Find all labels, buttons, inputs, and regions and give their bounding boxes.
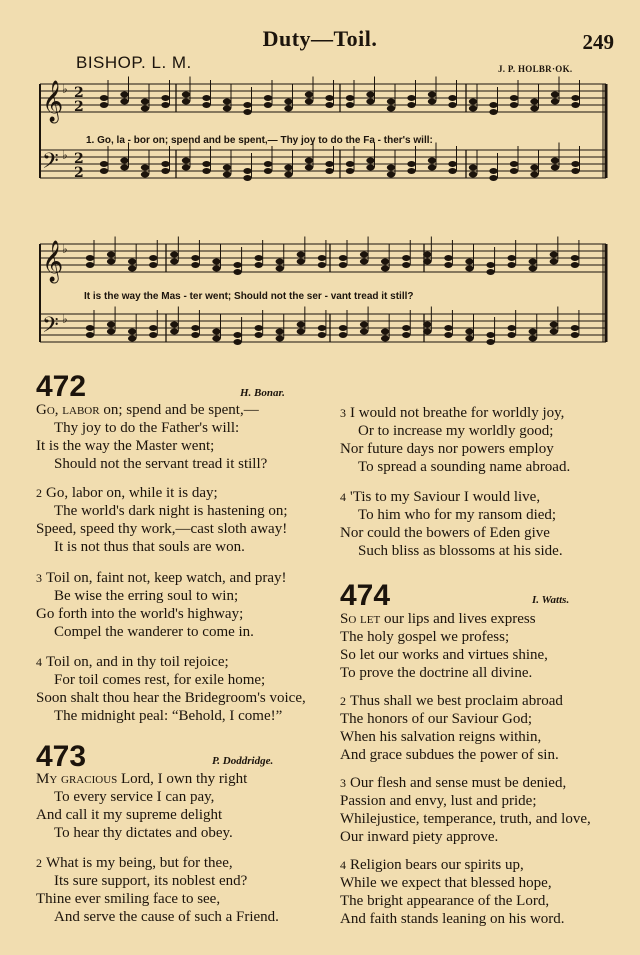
note-head: [149, 255, 157, 261]
note-head: [360, 329, 368, 335]
note-head: [387, 99, 395, 105]
verse-line: And faith stands leaning on his word.: [340, 911, 565, 927]
verse-line: While we expect that blessed hope,: [340, 875, 552, 891]
note-head: [465, 329, 473, 335]
note-head: [233, 339, 241, 345]
note-head: [149, 325, 157, 331]
verse-line: It is the way the Master went;: [36, 438, 215, 454]
note-head: [107, 329, 115, 335]
note-head: [444, 332, 452, 338]
note-head: [141, 172, 149, 178]
verse-line: To spread a sounding name abroad.: [358, 459, 571, 475]
note-head: [128, 329, 136, 335]
note-head: [191, 255, 199, 261]
note-head: [530, 165, 538, 171]
verse-line: The bright appearance of the Lord,: [340, 893, 550, 909]
note-head: [571, 102, 579, 108]
note-head: [284, 172, 292, 178]
note-head: [212, 336, 220, 342]
note-head: [182, 92, 190, 98]
verse-line: Whilejustice, temperance, truth, and love,: [340, 811, 591, 827]
note-head: [182, 165, 190, 171]
note-head: [120, 92, 128, 98]
note-head: [243, 168, 251, 174]
note-head: [191, 325, 199, 331]
verse-line: Thine ever smiling face to see,: [36, 891, 221, 907]
hymn-474-verse-1: [340, 610, 548, 682]
note-head: [444, 325, 452, 331]
note-head: [346, 168, 354, 174]
note-head: [325, 95, 333, 101]
note-head: [486, 262, 494, 268]
note-head: [507, 262, 515, 268]
verse-line: Our inward piety approve.: [340, 829, 499, 845]
verse-line: To prove the doctrine all divine.: [340, 665, 533, 681]
note-head: [149, 262, 157, 268]
note-head: [346, 161, 354, 167]
verse-line: What is my being, but for thee,: [46, 855, 233, 871]
note-head: [305, 99, 313, 105]
note-head: [465, 259, 473, 265]
verse-line: Nor future days nor powers employ: [340, 441, 554, 457]
note-head: [510, 102, 518, 108]
note-head: [276, 336, 284, 342]
verse-line: The holy gospel we profess;: [340, 629, 510, 645]
page-title: Duty—Toil.: [262, 26, 378, 51]
note-head: [571, 95, 579, 101]
note-head: [444, 255, 452, 261]
note-head: [444, 262, 452, 268]
note-head: [254, 325, 262, 331]
note-head: [448, 161, 456, 167]
note-head: [223, 165, 231, 171]
note-head: [191, 332, 199, 338]
note-head: [366, 99, 374, 105]
note-head: [318, 325, 326, 331]
hymn-474-verse-3: [340, 774, 591, 846]
note-head: [529, 329, 537, 335]
note-head: [551, 165, 559, 171]
note-head: [107, 252, 115, 258]
note-head: [339, 255, 347, 261]
note-head: [571, 262, 579, 268]
note-head: [489, 109, 497, 115]
lyrics-line-2: It is the way the Mas - ter went; Should not the ser - vant tread it still?: [84, 291, 414, 302]
note-head: [407, 161, 415, 167]
hymn-472-verse-4: [36, 653, 306, 725]
verse-line: our lips and lives express: [380, 611, 536, 627]
verse-line: The world's dark night is hastening on;: [54, 503, 288, 519]
verse-line: So let our works and virtues shine,: [340, 647, 548, 663]
verse-line: The midnight peal: “Behold, I come!”: [54, 708, 283, 724]
note-head: [284, 106, 292, 112]
note-head: [339, 332, 347, 338]
verse-number: 4: [36, 655, 42, 669]
note-head: [428, 92, 436, 98]
verse-line: Toil on, and in thy toil rejoice;: [46, 654, 229, 670]
note-head: [212, 329, 220, 335]
note-head: [202, 168, 210, 174]
note-head: [469, 165, 477, 171]
verse-line: Religion bears our spirits up,: [350, 857, 524, 873]
verse-line: Toil on, faint not, keep watch, and pray!: [46, 570, 287, 586]
note-head: [223, 172, 231, 178]
note-head: [428, 165, 436, 171]
note-head: [276, 329, 284, 335]
note-head: [202, 161, 210, 167]
note-head: [276, 266, 284, 272]
note-head: [86, 325, 94, 331]
note-head: [161, 95, 169, 101]
note-head: [297, 252, 305, 258]
hymn-author-474: I. Watts.: [532, 594, 570, 606]
note-head: [297, 329, 305, 335]
note-head: [507, 325, 515, 331]
verse-line: It is not thus that souls are won.: [54, 539, 245, 555]
verse-line: The honors of our Saviour God;: [340, 711, 533, 727]
note-head: [550, 252, 558, 258]
note-head: [529, 259, 537, 265]
note-head: [469, 172, 477, 178]
note-head: [366, 165, 374, 171]
note-head: [402, 262, 410, 268]
hymn-author-472: H. Bonar.: [240, 387, 285, 399]
note-head: [161, 161, 169, 167]
verse-line: Nor could the bowers of Eden give: [340, 525, 550, 541]
hymn-473-verse-1: [36, 770, 247, 842]
note-head: [318, 332, 326, 338]
verse-line: Or to increase my worldly good;: [358, 423, 554, 439]
bass-clef-icon: 𝄢: [42, 149, 59, 179]
verse-line: For toil comes rest, for exile home;: [54, 672, 266, 688]
note-head: [510, 161, 518, 167]
note-head: [284, 165, 292, 171]
note-head: [100, 102, 108, 108]
verse-line: Such bliss as blossoms at his side.: [358, 543, 563, 559]
note-head: [170, 322, 178, 328]
verse-line: I would not breathe for worldly joy,: [350, 405, 565, 421]
note-head: [223, 106, 231, 112]
note-head: [141, 165, 149, 171]
time-signature: 2: [74, 99, 84, 115]
verse-lead: So let: [340, 611, 381, 627]
verse-line: on; spend and be spent,—: [99, 402, 259, 418]
note-head: [325, 168, 333, 174]
note-head: [212, 259, 220, 265]
note-head: [469, 106, 477, 112]
note-head: [387, 106, 395, 112]
hymn-474-verse-2: [340, 692, 563, 764]
note-head: [407, 95, 415, 101]
verse-lead: Go, labor: [36, 402, 100, 418]
note-head: [381, 266, 389, 272]
note-head: [571, 255, 579, 261]
verse-number: 4: [340, 858, 346, 872]
note-head: [465, 266, 473, 272]
verse-line: Thus shall we best proclaim abroad: [350, 693, 563, 709]
note-head: [120, 158, 128, 164]
note-head: [212, 266, 220, 272]
note-head: [325, 161, 333, 167]
note-head: [486, 339, 494, 345]
tune-name: BISHOP. L. M.: [76, 53, 192, 72]
bass-clef-icon: 𝄢: [42, 313, 59, 343]
note-head: [550, 259, 558, 265]
verse-line: Our flesh and sense must be denied,: [350, 775, 567, 791]
note-head: [264, 95, 272, 101]
hymn-number-472: 472: [36, 370, 87, 403]
note-head: [381, 336, 389, 342]
note-head: [297, 259, 305, 265]
hymn-472-verse-6: [340, 488, 563, 560]
hymn-472-verse-3: [36, 569, 287, 641]
note-head: [170, 259, 178, 265]
time-signature: 2: [74, 151, 84, 167]
note-head: [489, 102, 497, 108]
page-number: 249: [582, 30, 614, 54]
note-head: [407, 102, 415, 108]
note-head: [387, 165, 395, 171]
verse-line: Soon shalt thou hear the Bridegroom's voice,: [36, 690, 306, 706]
note-head: [161, 168, 169, 174]
note-head: [100, 95, 108, 101]
note-head: [381, 329, 389, 335]
note-head: [202, 95, 210, 101]
note-head: [360, 252, 368, 258]
note-head: [233, 262, 241, 268]
note-head: [507, 332, 515, 338]
lyrics-line-1: 1. Go, la - bor on; spend and be spent,— Thy joy to do the Fa - ther's will:: [86, 135, 433, 146]
flat-sign-icon: ♭: [62, 312, 68, 326]
note-head: [448, 95, 456, 101]
note-head: [507, 255, 515, 261]
verse-line: To hear thy dictates and obey.: [54, 825, 233, 841]
verse-line: 'Tis to my Saviour I would live,: [350, 489, 541, 505]
verse-number: 4: [340, 490, 346, 504]
verse-line: And call it my supreme delight: [36, 807, 223, 823]
note-head: [360, 259, 368, 265]
verse-line: Compel the wanderer to come in.: [54, 624, 254, 640]
note-head: [318, 255, 326, 261]
note-head: [530, 172, 538, 178]
note-head: [243, 175, 251, 181]
note-head: [529, 266, 537, 272]
note-head: [510, 168, 518, 174]
verse-line: And grace subdues the power of sin.: [340, 747, 559, 763]
note-head: [448, 168, 456, 174]
verse-line: Should not the servant tread it still?: [54, 456, 268, 472]
note-head: [170, 252, 178, 258]
note-head: [141, 106, 149, 112]
note-head: [428, 158, 436, 164]
note-head: [346, 102, 354, 108]
note-head: [161, 102, 169, 108]
note-head: [387, 172, 395, 178]
note-head: [264, 161, 272, 167]
time-signature: 2: [74, 85, 84, 101]
flat-sign-icon: ♭: [62, 148, 68, 162]
note-head: [571, 168, 579, 174]
treble-clef-icon: 𝄞: [42, 241, 64, 282]
note-head: [366, 92, 374, 98]
note-head: [264, 168, 272, 174]
note-head: [402, 255, 410, 261]
verse-line: Lord, I own thy right: [117, 771, 248, 787]
hymn-474-verse-4: [340, 856, 565, 928]
verse-number: 3: [36, 571, 42, 585]
hymn-number-474: 474: [340, 579, 391, 612]
note-head: [510, 95, 518, 101]
note-head: [381, 259, 389, 265]
note-head: [86, 262, 94, 268]
note-head: [305, 92, 313, 98]
note-head: [284, 99, 292, 105]
note-head: [571, 325, 579, 331]
note-head: [170, 329, 178, 335]
flat-sign-icon: ♭: [62, 242, 68, 256]
note-head: [339, 262, 347, 268]
note-head: [448, 102, 456, 108]
note-head: [202, 102, 210, 108]
note-head: [305, 158, 313, 164]
note-head: [489, 168, 497, 174]
note-head: [530, 106, 538, 112]
hymn-number-473: 473: [36, 740, 87, 773]
verse-line: Speed, speed thy work,—cast sloth away!: [36, 521, 288, 537]
note-head: [305, 165, 313, 171]
note-head: [465, 336, 473, 342]
verse-number: 3: [340, 776, 346, 790]
note-head: [428, 99, 436, 105]
note-head: [233, 332, 241, 338]
note-head: [223, 99, 231, 105]
note-head: [486, 269, 494, 275]
verse-line: Go, labor on, while it is day;: [46, 485, 218, 501]
verse-line: To him who for my ransom died;: [358, 507, 557, 523]
note-head: [100, 161, 108, 167]
note-head: [486, 332, 494, 338]
verse-lead: My gracious: [36, 771, 118, 787]
note-head: [407, 168, 415, 174]
note-head: [530, 99, 538, 105]
note-head: [254, 332, 262, 338]
note-head: [318, 262, 326, 268]
verse-line: Go forth into the world's highway;: [36, 606, 244, 622]
treble-clef-icon: 𝄞: [42, 81, 64, 122]
verse-line: When his salvation reigns within,: [340, 729, 542, 745]
note-head: [360, 322, 368, 328]
note-head: [571, 161, 579, 167]
verse-line: And serve the cause of such a Friend.: [54, 909, 279, 925]
hymn-472-verse-1: [36, 401, 267, 473]
note-head: [276, 259, 284, 265]
note-head: [551, 158, 559, 164]
note-head: [182, 99, 190, 105]
verse-line: Be wise the erring soul to win;: [54, 588, 239, 604]
note-head: [571, 332, 579, 338]
note-head: [366, 158, 374, 164]
note-head: [100, 168, 108, 174]
note-head: [529, 336, 537, 342]
verse-number: 2: [36, 486, 42, 500]
note-head: [141, 99, 149, 105]
note-head: [120, 165, 128, 171]
note-head: [86, 255, 94, 261]
verse-line: Thy joy to do the Father's will:: [54, 420, 240, 436]
note-head: [254, 262, 262, 268]
hymn-472-verse-5: [340, 404, 570, 476]
note-head: [551, 92, 559, 98]
note-head: [551, 99, 559, 105]
verse-number: 2: [340, 694, 346, 708]
verse-line: Passion and envy, lust and pride;: [340, 793, 537, 809]
hymn-473-verse-2: [36, 854, 279, 926]
verse-number: 2: [36, 856, 42, 870]
note-head: [339, 325, 347, 331]
verse-line: To every service I can pay,: [54, 789, 215, 805]
note-head: [107, 259, 115, 265]
note-head: [86, 332, 94, 338]
note-head: [264, 102, 272, 108]
note-head: [254, 255, 262, 261]
note-head: [191, 262, 199, 268]
note-head: [128, 266, 136, 272]
note-head: [128, 259, 136, 265]
verse-line: Its sure support, its noblest end?: [54, 873, 248, 889]
note-head: [402, 325, 410, 331]
time-signature: 2: [74, 165, 84, 181]
note-head: [469, 99, 477, 105]
verse-number: 3: [340, 406, 346, 420]
composer: J. P. HOLBR·OK.: [498, 64, 573, 74]
note-head: [346, 95, 354, 101]
note-head: [149, 332, 157, 338]
note-head: [402, 332, 410, 338]
note-head: [233, 269, 241, 275]
note-head: [182, 158, 190, 164]
note-head: [550, 322, 558, 328]
note-head: [297, 322, 305, 328]
hymn-472-verse-2: [36, 484, 288, 556]
note-head: [489, 175, 497, 181]
note-head: [243, 109, 251, 115]
note-head: [243, 102, 251, 108]
hymn-author-473: P. Doddridge.: [212, 755, 274, 767]
note-head: [120, 99, 128, 105]
note-head: [325, 102, 333, 108]
note-head: [128, 336, 136, 342]
note-head: [550, 329, 558, 335]
note-head: [107, 322, 115, 328]
flat-sign-icon: ♭: [62, 82, 68, 96]
music-system-1: [0, 74, 640, 194]
